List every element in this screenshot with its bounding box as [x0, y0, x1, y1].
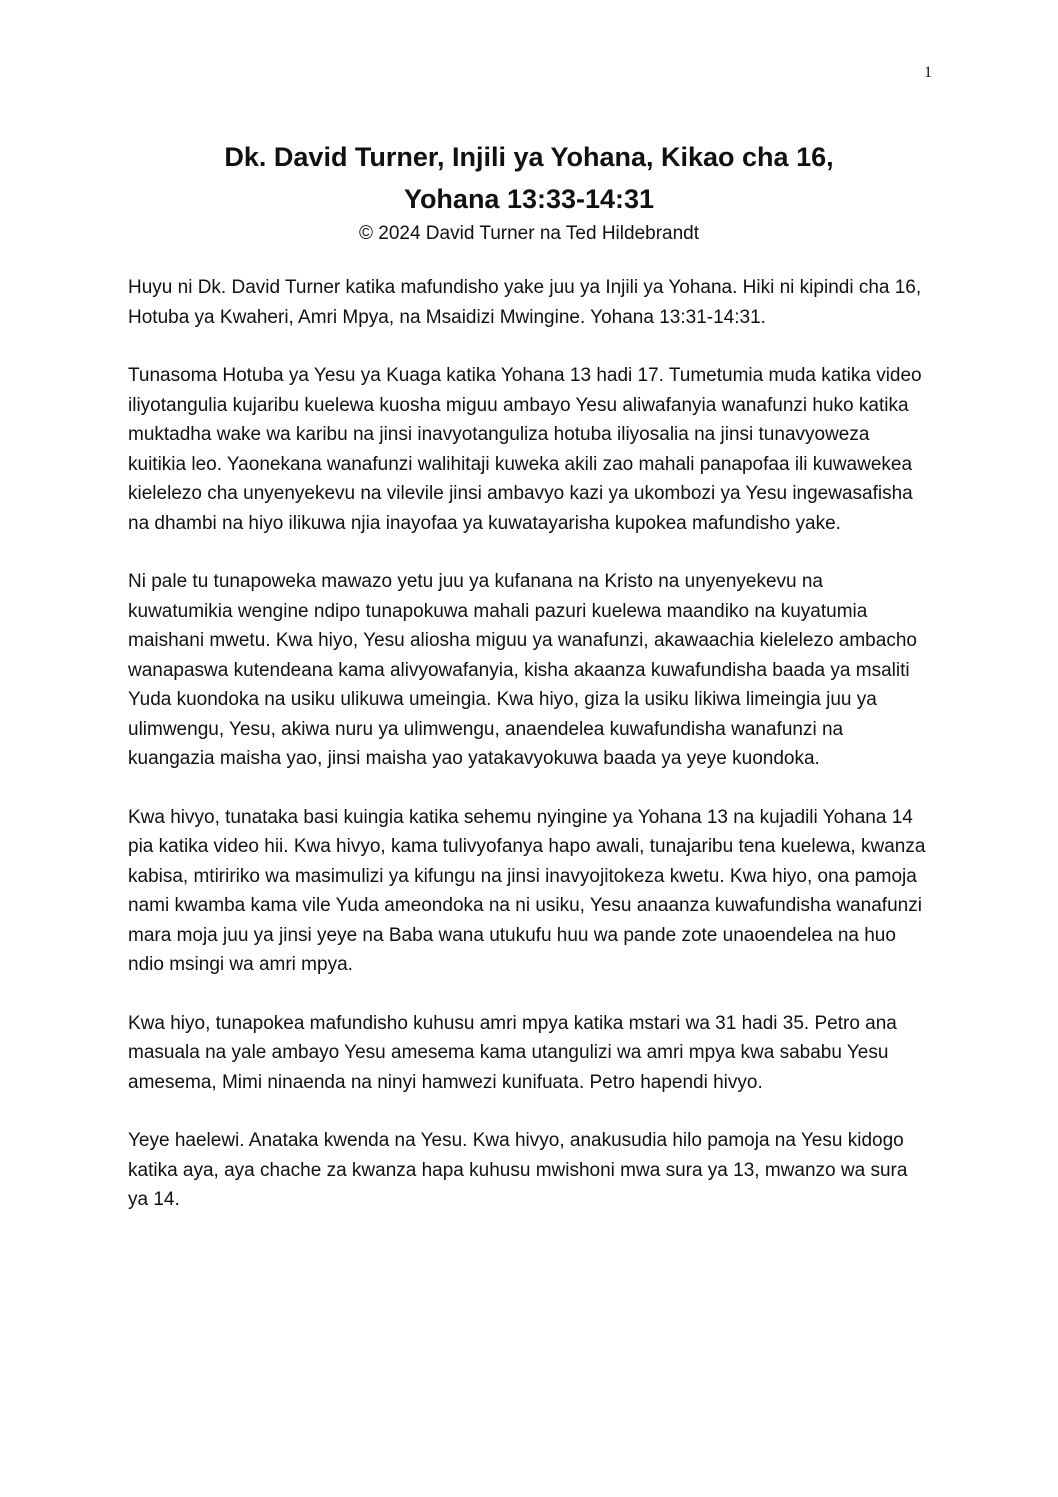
- page-number: 1: [924, 64, 932, 81]
- paragraph: Kwa hiyo, tunapokea mafundisho kuhusu amri mpya katika mstari wa 31 hadi 35. Petro ana masuala na yale ambayo Yesu amesema kama utangulizi wa amri mpya kwa sababu Yesu amesema, Mimi ninaenda na ninyi hamwezi kunifuata. Petro hapendi hivyo.: [128, 1012, 897, 1093]
- document-body: [128, 273, 928, 1244]
- paragraph: Huyu ni Dk. David Turner katika mafundisho yake juu ya Injili ya Yohana. Hiki ni kipindi cha 16, Hotuba ya Kwaheri, Amri Mpya, na Msaidizi Mwingine. Yohana 13:31-14:31.: [128, 277, 922, 328]
- document-title: [128, 136, 930, 220]
- paragraph: Yeye haelewi. Anataka kwenda na Yesu. Kwa hivyo, anakusudia hilo pamoja na Yesu kidogo katika aya, aya chache za kwanza hapa kuhusu mwishoni mwa sura ya 13, mwanzo wa sura ya 14.: [128, 1130, 908, 1210]
- copyright-notice: © 2024 David Turner na Ted Hildebrandt: [358, 223, 700, 244]
- paragraph: Ni pale tu tunapoweka mawazo yetu juu ya kufanana na Kristo na unyenyekevu na kuwatumikia wengine ndipo tunapokuwa mahali pazuri kuelewa maandiko na kuyatumia maishani mwetu. Kwa hiyo, Yesu aliosha miguu ya wanafunzi, akawaachia kielelezo ambacho wanapaswa kutendeana kama alivyowafanyia, kisha akaanza kuwafundisha baada ya msaliti Yuda kuondoka na usiku ulikuwa umeingia. Kwa hiyo, giza la usiku likiwa limeingia juu ya ulimwengu, Yesu, akiwa nuru ya ulimwengu, anaendelea kuwafundisha wanafunzi na kuangazia maisha yao, jinsi maisha yao yatakavyokuwa baada ya yeye kuondoka.: [128, 571, 917, 769]
- title-line-2: Yohana 13:33-14:31: [403, 184, 655, 214]
- paragraph: Tunasoma Hotuba ya Yesu ya Kuaga katika Yohana 13 hadi 17. Tumetumia muda katika video iliyotangulia kujaribu kuelewa kuosha miguu ambayo Yesu aliwafanyia wanafunzi huko katika muktadha wake wa karibu na jinsi inavyotanguliza hotuba iliyosalia na jinsi tunavyoweza kuitikia leo. Yaonekana wanafunzi walihitaji kuweka akili zao mahali panapofaa ili kuwawekea kielelezo cha unyenyekevu na vilevile jinsi ambavyo kazi ya ukombozi ya Yesu ingewasafisha na dhambi na hiyo ilikuwa njia inayofaa ya kuwatayarisha kupokea mafundisho yake.: [128, 365, 922, 534]
- paragraph: Kwa hivyo, tunataka basi kuingia katika sehemu nyingine ya Yohana 13 na kujadili Yohana 14 pia katika video hii. Kwa hivyo, kama tulivyofanya hapo awali, tunajaribu tena kuelewa, kwanza kabisa, mtiririko wa masimulizi ya kifungu na jinsi inavyojitokeza kwetu. Kwa hiyo, ona pamoja nami kwamba kama vile Yuda ameondoka na ni usiku, Yesu anaanza kuwafundisha wanafunzi mara moja juu ya jinsi yeye na Baba wana utukufu huu wa pande zote unaoendelea na huo ndio msingi wa amri mpya.: [128, 806, 926, 975]
- title-line-1: Dk. David Turner, Injili ya Yohana, Kikao cha 16,: [224, 142, 834, 172]
